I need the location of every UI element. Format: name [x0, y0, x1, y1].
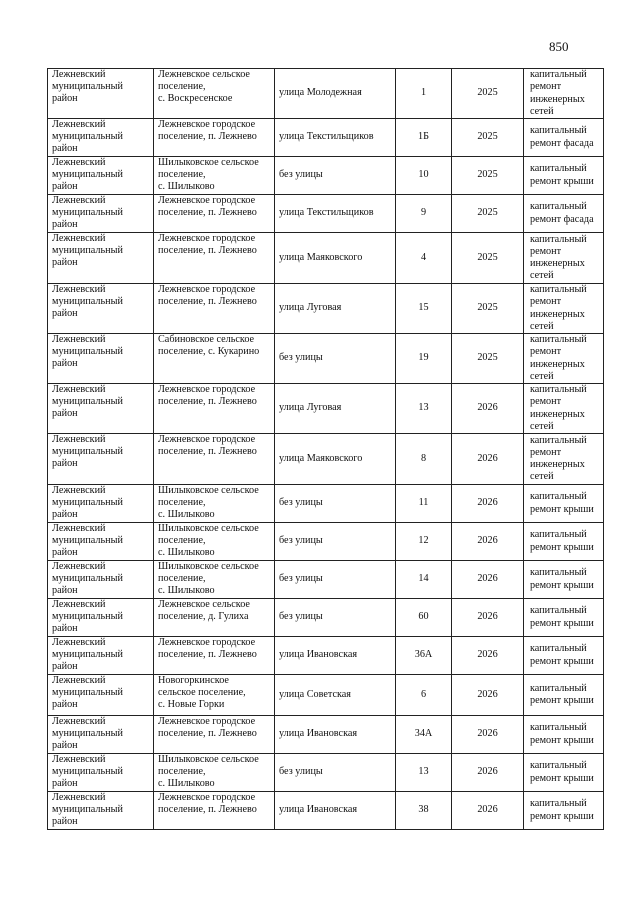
district-cell: Лежневский муниципальный район [48, 284, 154, 334]
work-type-cell: капитальный ремонт крыши [524, 675, 604, 716]
settlement-cell: Шилыковское сельское поселение, с. Шилыково [154, 754, 275, 792]
house-number-cell: 60 [396, 599, 452, 637]
street-cell: улица Ивановская [275, 716, 396, 754]
year-cell: 2026 [452, 716, 524, 754]
house-number-cell: 9 [396, 195, 452, 233]
table-row [48, 284, 604, 334]
district-cell: Лежневский муниципальный район [48, 716, 154, 754]
street-cell: без улицы [275, 157, 396, 195]
work-type-cell: капитальный ремонт крыши [524, 716, 604, 754]
district-cell: Лежневский муниципальный район [48, 69, 154, 119]
work-type-cell: капитальный ремонт инженерных сетей [524, 233, 604, 284]
district-cell: Лежневский муниципальный район [48, 334, 154, 384]
settlement-cell: Шилыковское сельское поселение, с. Шилыково [154, 523, 275, 561]
work-type-cell: капитальный ремонт крыши [524, 792, 604, 830]
settlement-cell: Лежневское городское поселение, п. Лежнево [154, 119, 275, 157]
table-row [48, 716, 604, 754]
house-number-cell: 8 [396, 434, 452, 485]
district-cell: Лежневский муниципальный район [48, 637, 154, 675]
work-type-cell: капитальный ремонт крыши [524, 157, 604, 195]
street-cell: улица Ивановская [275, 637, 396, 675]
year-cell: 2025 [452, 119, 524, 157]
street-cell: без улицы [275, 334, 396, 384]
house-number-cell: 13 [396, 754, 452, 792]
district-cell: Лежневский муниципальный район [48, 485, 154, 523]
year-cell: 2025 [452, 69, 524, 119]
page-number: 850 [549, 39, 569, 54]
work-type-cell: капитальный ремонт инженерных сетей [524, 69, 604, 119]
work-type-cell: капитальный ремонт фасада [524, 119, 604, 157]
district-cell: Лежневский муниципальный район [48, 119, 154, 157]
district-cell: Лежневский муниципальный район [48, 754, 154, 792]
year-cell: 2026 [452, 384, 524, 434]
year-cell: 2025 [452, 233, 524, 284]
year-cell: 2025 [452, 157, 524, 195]
table-row [48, 69, 604, 119]
settlement-cell: Сабиновское сельское поселение, с. Кукарино [154, 334, 275, 384]
house-number-cell: 36А [396, 637, 452, 675]
district-cell: Лежневский муниципальный район [48, 195, 154, 233]
table-row [48, 334, 604, 384]
street-cell: без улицы [275, 754, 396, 792]
year-cell: 2026 [452, 434, 524, 485]
district-cell: Лежневский муниципальный район [48, 523, 154, 561]
work-type-cell: капитальный ремонт инженерных сетей [524, 284, 604, 334]
settlement-cell: Лежневское сельское поселение, с. Воскресенское [154, 69, 275, 119]
settlement-cell: Лежневское городское поселение, п. Лежнево [154, 284, 275, 334]
district-cell: Лежневский муниципальный район [48, 561, 154, 599]
street-cell: без улицы [275, 485, 396, 523]
settlement-cell: Лежневское городское поселение, п. Лежнево [154, 195, 275, 233]
table-row [48, 384, 604, 434]
district-cell: Лежневский муниципальный район [48, 434, 154, 485]
table-row [48, 195, 604, 233]
table-row [48, 561, 604, 599]
year-cell: 2026 [452, 561, 524, 599]
street-cell: без улицы [275, 523, 396, 561]
work-type-cell: капитальный ремонт крыши [524, 599, 604, 637]
work-type-cell: капитальный ремонт фасада [524, 195, 604, 233]
house-number-cell: 4 [396, 233, 452, 284]
district-cell: Лежневский муниципальный район [48, 384, 154, 434]
settlement-cell: Шилыковское сельское поселение, с. Шилыково [154, 485, 275, 523]
house-number-cell: 1 [396, 69, 452, 119]
year-cell: 2026 [452, 754, 524, 792]
house-number-cell: 38 [396, 792, 452, 830]
work-type-cell: капитальный ремонт крыши [524, 561, 604, 599]
table-row [48, 157, 604, 195]
district-cell: Лежневский муниципальный район [48, 675, 154, 716]
settlement-cell: Лежневское городское поселение, п. Лежнево [154, 434, 275, 485]
table-row [48, 233, 604, 284]
street-cell: улица Текстильщиков [275, 119, 396, 157]
work-type-cell: капитальный ремонт крыши [524, 637, 604, 675]
street-cell: без улицы [275, 561, 396, 599]
year-cell: 2026 [452, 792, 524, 830]
street-cell: улица Луговая [275, 284, 396, 334]
house-number-cell: 10 [396, 157, 452, 195]
district-cell: Лежневский муниципальный район [48, 157, 154, 195]
house-number-cell: 19 [396, 334, 452, 384]
settlement-cell: Лежневское городское поселение, п. Лежнево [154, 233, 275, 284]
settlement-cell: Новогоркинское сельское поселение, с. Новые Горки [154, 675, 275, 716]
street-cell: улица Ивановская [275, 792, 396, 830]
house-number-cell: 6 [396, 675, 452, 716]
year-cell: 2026 [452, 675, 524, 716]
street-cell: улица Текстильщиков [275, 195, 396, 233]
house-number-cell: 34А [396, 716, 452, 754]
house-number-cell: 11 [396, 485, 452, 523]
year-cell: 2026 [452, 523, 524, 561]
settlement-cell: Лежневское городское поселение, п. Лежнево [154, 716, 275, 754]
settlement-cell: Лежневское городское поселение, п. Лежнево [154, 384, 275, 434]
work-type-cell: капитальный ремонт инженерных сетей [524, 334, 604, 384]
table-row [48, 754, 604, 792]
work-type-cell: капитальный ремонт инженерных сетей [524, 434, 604, 485]
year-cell: 2025 [452, 334, 524, 384]
year-cell: 2026 [452, 637, 524, 675]
street-cell: без улицы [275, 599, 396, 637]
district-cell: Лежневский муниципальный район [48, 599, 154, 637]
table-row [48, 675, 604, 716]
street-cell: улица Маяковского [275, 233, 396, 284]
street-cell: улица Советская [275, 675, 396, 716]
district-cell: Лежневский муниципальный район [48, 792, 154, 830]
settlement-cell: Лежневское сельское поселение, д. Гулиха [154, 599, 275, 637]
work-type-cell: капитальный ремонт инженерных сетей [524, 384, 604, 434]
table-row [48, 637, 604, 675]
settlement-cell: Шилыковское сельское поселение, с. Шилыково [154, 561, 275, 599]
house-number-cell: 15 [396, 284, 452, 334]
street-cell: улица Луговая [275, 384, 396, 434]
year-cell: 2026 [452, 485, 524, 523]
table-row [48, 523, 604, 561]
street-cell: улица Молодежная [275, 69, 396, 119]
house-number-cell: 1Б [396, 119, 452, 157]
street-cell: улица Маяковского [275, 434, 396, 485]
settlement-cell: Лежневское городское поселение, п. Лежнево [154, 792, 275, 830]
table-row [48, 792, 604, 830]
settlement-cell: Шилыковское сельское поселение, с. Шилыково [154, 157, 275, 195]
table-row [48, 599, 604, 637]
year-cell: 2025 [452, 195, 524, 233]
district-cell: Лежневский муниципальный район [48, 233, 154, 284]
repair-schedule-table [47, 68, 604, 830]
year-cell: 2026 [452, 599, 524, 637]
year-cell: 2025 [452, 284, 524, 334]
table-row [48, 485, 604, 523]
work-type-cell: капитальный ремонт крыши [524, 485, 604, 523]
settlement-cell: Лежневское городское поселение, п. Лежнево [154, 637, 275, 675]
house-number-cell: 12 [396, 523, 452, 561]
house-number-cell: 14 [396, 561, 452, 599]
work-type-cell: капитальный ремонт крыши [524, 523, 604, 561]
table-row [48, 119, 604, 157]
work-type-cell: капитальный ремонт крыши [524, 754, 604, 792]
house-number-cell: 13 [396, 384, 452, 434]
table-row [48, 434, 604, 485]
